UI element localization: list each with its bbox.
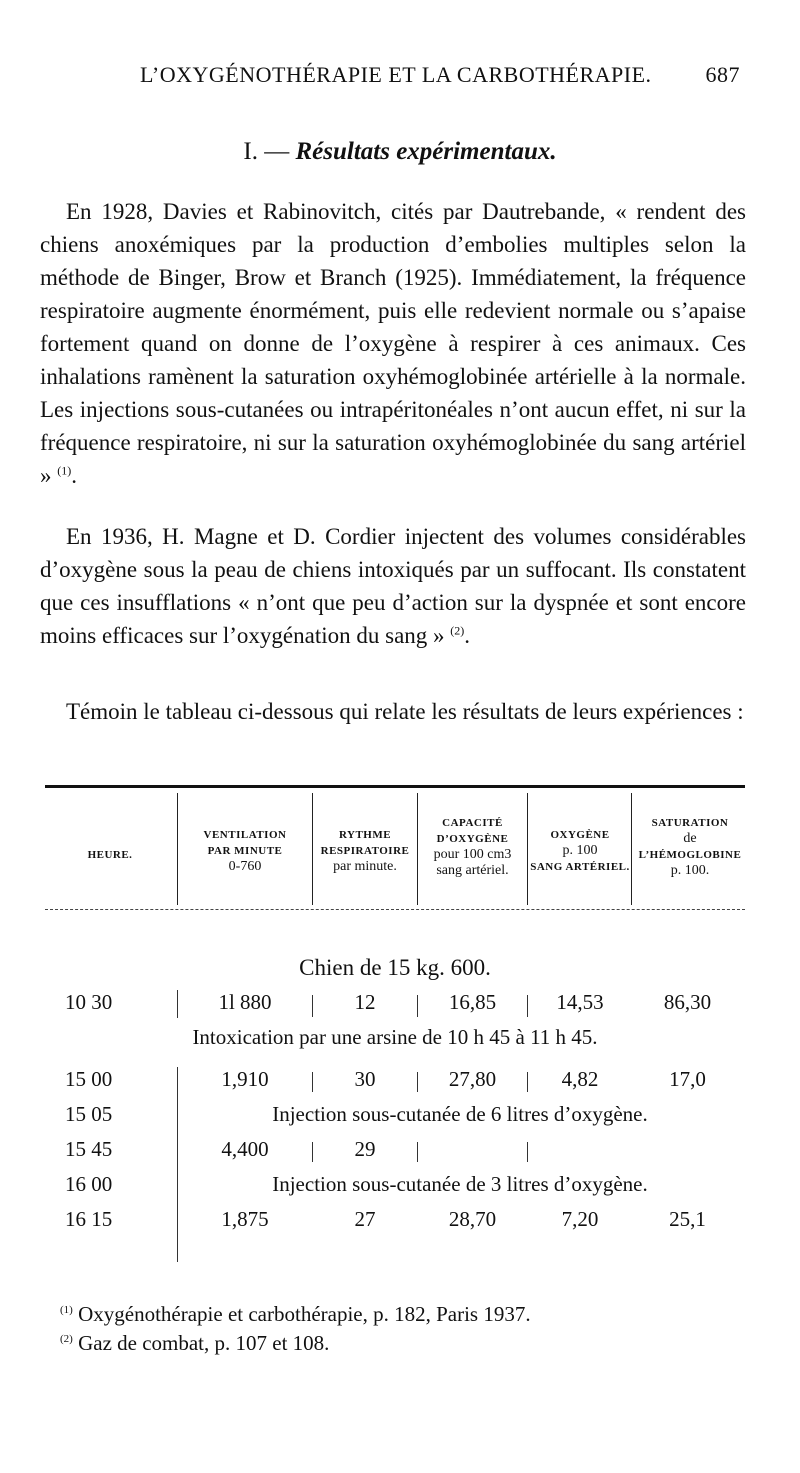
footnotes	[60, 1300, 760, 1358]
header-oxygene: OXYGÈNE p. 100 SANG ARTÉRIEL.	[530, 829, 630, 873]
table-top-rule	[45, 785, 745, 788]
paragraph-3: Témoin le tableau ci-dessous qui relate les résultats de leurs expériences :	[66, 699, 744, 724]
table-row: 15 05 Injection sous-cutanée de 6 litres d’oxygène.	[65, 1102, 648, 1126]
table-row: 16 15 1,875 27 28,70 7,20 25,1	[65, 1207, 706, 1231]
footnote-ref-2: (2)	[450, 623, 465, 638]
table-divider	[312, 793, 313, 905]
header-rythme: RYTHME RESPIRATOIRE par minute.	[320, 829, 410, 874]
table-row: 10 30 1l 880 12 16,85 14,53 86,30	[65, 990, 712, 1014]
section-title-text: Résultats expérimentaux.	[295, 138, 557, 165]
section-title	[0, 138, 800, 166]
cell-divider	[312, 1072, 313, 1092]
intoxication-row: Intoxication par une arsine de 10 h 45 à 11 h 45.	[192, 1025, 598, 1049]
header-ventilation: VENTILATION PAR MINUTE 0-760	[203, 829, 287, 874]
paragraph-2	[40, 520, 746, 652]
dog-label: Chien de 15 kg. 600.	[299, 955, 491, 980]
cell-divider	[417, 1072, 418, 1092]
table-divider	[417, 793, 418, 905]
table-header-rule	[45, 909, 745, 910]
running-title: L’OXYGÉNOTHÉRAPIE ET LA CARBOTHÉRAPIE.	[140, 62, 652, 87]
table-divider	[631, 793, 632, 905]
header-heure: HEURE.	[87, 849, 133, 861]
section-number: I. —	[243, 138, 290, 165]
cell-divider	[312, 1142, 313, 1162]
paragraph-2-text: En 1936, H. Magne et D. Cordier injectent des volumes considérables d’oxygène sous la peau de chiens intoxiqués par un suffocant. Ils constatent que ces insufflations « n’ont que peu d’action sur la dyspnée et sont encore moins efficaces sur l’oxygénation du sang »	[40, 524, 746, 648]
cell-divider	[177, 1067, 178, 1262]
header-capacite: CAPACITÉ D’OXYGÈNE pour 100 cm3 sang artériel.	[433, 817, 512, 878]
paragraph-2-end: .	[464, 623, 471, 648]
page-number: 687	[705, 62, 740, 87]
paragraph-1-end: .	[71, 463, 77, 488]
cell-divider	[527, 1142, 528, 1162]
footnote-1: $^{(1)}$ Oxygénothérapie et carbothérapie, p. 182, Paris 1937.	[60, 1302, 531, 1326]
cell-divider	[527, 1072, 528, 1092]
table-row: 15 00 1,910 30 27,80 4,82 17,0	[65, 1067, 706, 1091]
footnote-2: $^{(2)}$ Gaz de combat, p. 107 et 108.	[60, 1331, 330, 1355]
results-table	[45, 785, 745, 1375]
page-header	[140, 62, 740, 96]
cell-divider	[177, 990, 178, 1018]
cell-divider	[312, 995, 313, 1017]
table-divider	[177, 793, 178, 905]
cell-divider	[527, 995, 528, 1017]
footnote-ref-1: (1)	[57, 463, 72, 478]
paragraph-1-text: En 1928, Davies et Rabinovitch, cités par Dautrebande, « rendent des chiens anoxémiques par la production d’embolies multiples selon la méthode de Binger, Brow et Branch (1925). Immédiatement, la fréquence respiratoire augmente énormément, puis elle redevient normale ou s’apaise fortement quand on donne de l’oxygène à respirer à ces animaux. Ces inhalations ramènent la saturation oxyhémoglobinée artérielle à la normale. Les injections sous-cutanées ou intrapéritonéales n’ont aucun effet, ni sur la fréquence respiratoire, ni sur la saturation oxyhémoglobinée du sang artériel »	[40, 199, 746, 488]
header-saturation: SATURATION de L’HÉMOGLOBINE p. 100.	[638, 817, 742, 878]
cell-divider	[417, 1142, 418, 1162]
table-divider	[527, 793, 528, 905]
cell-divider	[417, 995, 418, 1017]
table-row: 16 00 Injection sous-cutanée de 3 litres d’oxygène.	[65, 1172, 648, 1196]
paragraph-1	[40, 195, 746, 492]
table-row: 15 45 4,400 29	[65, 1137, 376, 1161]
